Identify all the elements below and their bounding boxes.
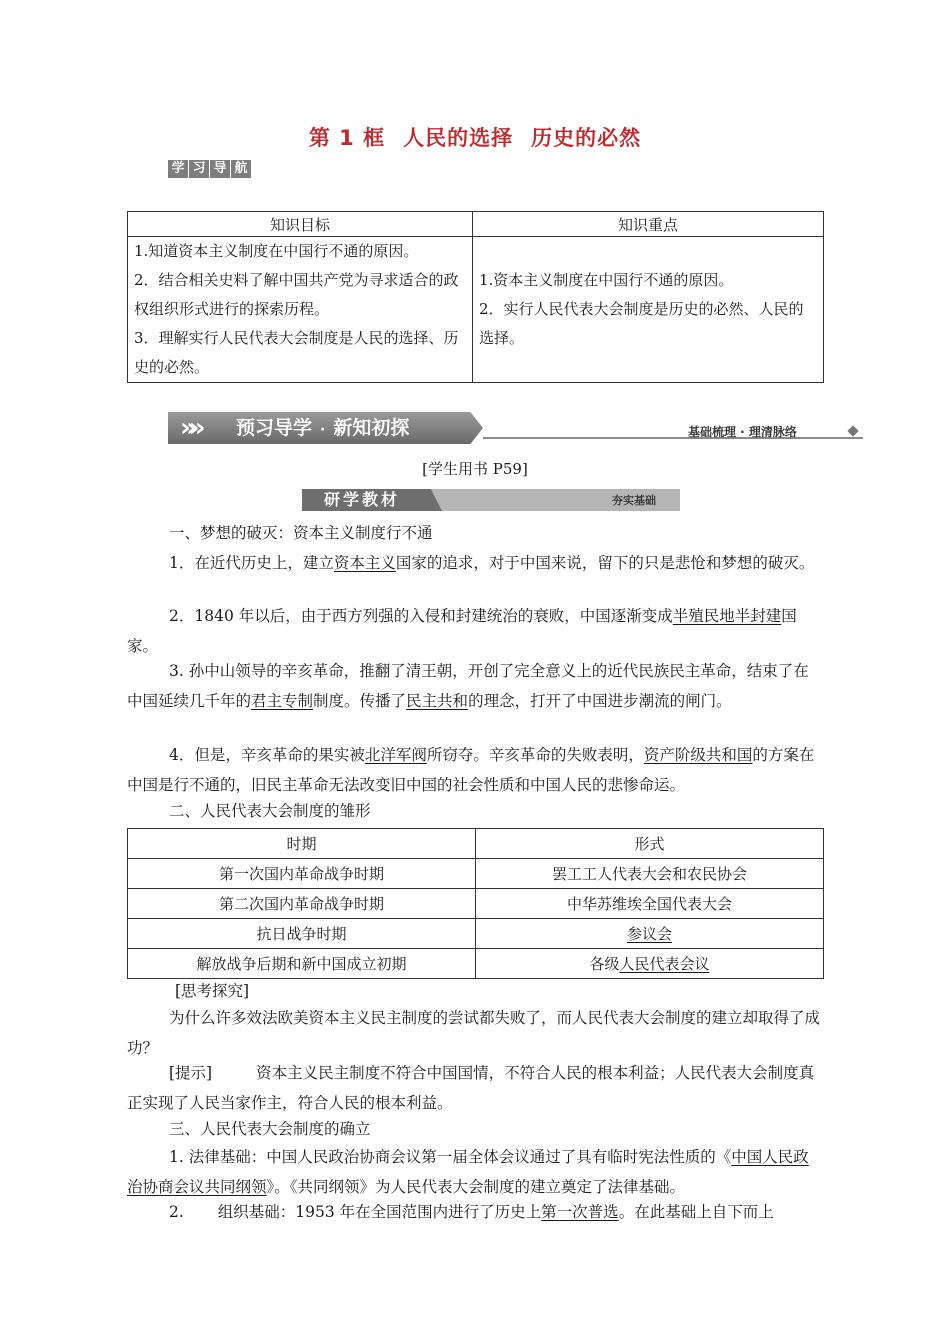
think-label: [思考探究] [175,982,250,1000]
goals-header: 知识目标 [128,212,473,237]
badge-char: 习 [189,160,209,178]
goal-item: 2．结合相关史料了解中国共产党为寻求适合的政权组织形式进行的探索历程。 [134,271,459,318]
underlined-answer: 民主共和 [406,692,469,710]
underlined-answer: 人民代表会议 [619,955,710,973]
banner-tagline: 基础梳理 · 理清脉络 [688,425,797,439]
think-question: 为什么许多效法欧美资本主义民主制度的尝试都失败了，而人民代表大会制度的建立却取得了成功？ [127,1009,821,1057]
underlined-answer: 参议会 [626,925,672,943]
knowledge-goals-table [127,211,824,383]
form-cell: 中华苏维埃全国代表大会 [476,889,824,919]
paragraph: 2. 组织基础：1953 年在全国范围内进行了历史上第一次普选。在此基础上自下而上 [169,1203,774,1221]
focus-cell [473,237,824,383]
form-cell: 罢工工人代表大会和农民协会 [476,859,824,889]
period-cell: 抗日战争时期 [128,919,476,949]
underlined-answer: 第一次普选 [541,1203,619,1221]
table-row [128,889,824,919]
section-heading: 二、人民代表大会制度的雏形 [169,802,371,820]
page-reference: [学生用书 P59] [422,460,528,478]
goal-item: 1.知道资本主义制度在中国行不通的原因。 [134,242,419,260]
study-material-label: 研学教材 [324,490,401,509]
period-cell: 第一次国内革命战争时期 [128,859,476,889]
period-header: 时期 [128,829,476,859]
goals-cell [128,237,473,383]
form-cell: 各级人民代表会议 [476,949,824,979]
page-title: 第 1 框 人民的选择 历史的必然 [308,126,642,150]
underlined-answer: 君主专制 [251,692,314,710]
focus-header: 知识重点 [473,212,824,237]
think-hint: [提示] 资本主义民主制度不符合中国国情，不符合人民的根本利益；人民代表大会制度真正实现了人民当家作主，符合人民的根本利益。 [127,1064,815,1112]
goal-item: 3．理解实行人民代表大会制度是人民的选择、历史的必然。 [134,329,459,376]
period-cell: 解放战争后期和新中国成立初期 [128,949,476,979]
paragraph: 1．在近代历史上，建立资本主义国家的追求，对于中国来说，留下的只是悲怆和梦想的破灭。 [169,554,815,572]
study-material-tagline: 夯实基础 [612,494,656,507]
banner-divider [483,437,863,439]
underlined-answer: 半殖民地半封建 [672,607,782,625]
badge-char: 学 [168,160,188,178]
focus-item: 2．实行人民代表大会制度是历史的必然、人民的选择。 [479,300,804,347]
table-row [128,949,824,979]
underlined-answer: 资本主义 [333,554,396,572]
section-heading: 一、梦想的破灭：资本主义制度行不通 [169,524,433,542]
table-row [128,859,824,889]
paragraph: 2．1840 年以后，由于西方列强的入侵和封建统治的衰败，中国逐渐变成半殖民地半封建国家。 [127,607,797,655]
prototype-table [127,828,824,979]
diamond-icon [847,425,858,436]
underlined-answer: 中国人民政治协商会议共同纲领 [127,1148,809,1196]
paragraph: 1. 法律基础：中国人民政治协商会议第一届全体会议通过了具有临时宪法性质的《中国人民政治协商会议共同纲领》。《共同纲领》为人民代表大会制度的建立奠定了法律基础。 [127,1148,809,1196]
paragraph: 3. 孙中山领导的辛亥革命，推翻了清王朝，开创了完全意义上的近代民族民主革命，结束了在中国延续几千年的君主专制制度。传播了民主共和的理念，打开了中国进步潮流的闸门。 [127,662,809,710]
section-heading: 三、人民代表大会制度的确立 [169,1120,371,1138]
preview-banner-title: 预习导学 · 新知初探 [236,417,410,439]
form-header: 形式 [476,829,824,859]
underlined-answer: 资产阶级共和国 [643,746,753,764]
paragraph: 4．但是，辛亥革命的果实被北洋军阀所窃夺。辛亥革命的失败表明，资产阶级共和国的方案在中国是行不通的，旧民主革命无法改变旧中国的社会性质和中国人民的悲惨命运。 [127,746,815,794]
table-row [128,919,824,949]
underlined-answer: 北洋军阀 [364,746,427,764]
period-cell: 第二次国内革命战争时期 [128,889,476,919]
badge-char: 航 [231,160,251,178]
form-cell [476,919,824,949]
focus-item: 1.资本主义制度在中国行不通的原因。 [479,271,734,289]
badge-char: 导 [210,160,230,178]
chevron-right-icon: »» [180,413,198,443]
study-guide-badge [168,160,251,178]
